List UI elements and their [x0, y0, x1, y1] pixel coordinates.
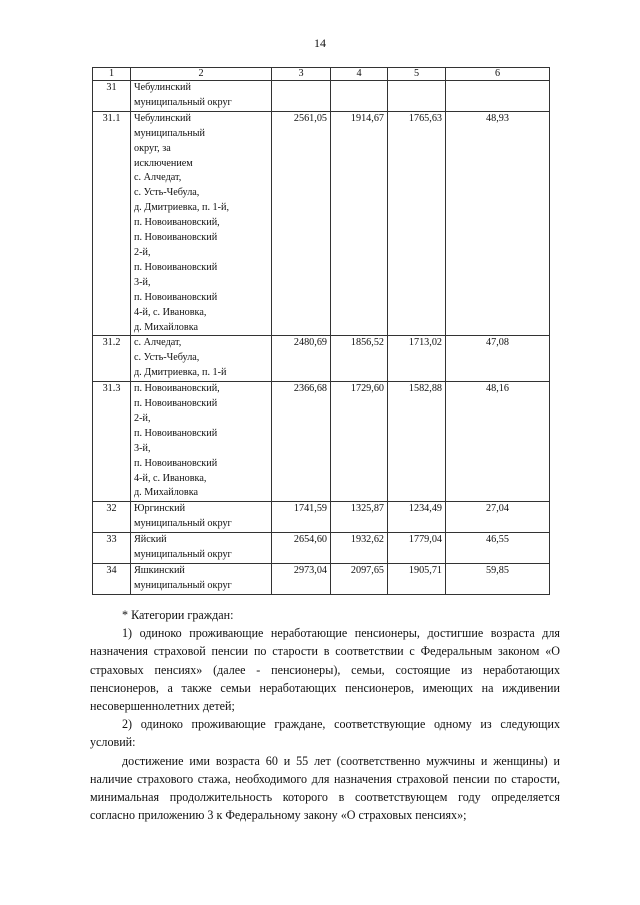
table-row [93, 533, 550, 564]
table-cell-v3: 1741,59 [272, 502, 331, 533]
table-cell-v6: 48,16 [446, 382, 550, 502]
categories-notes [90, 606, 560, 824]
table-cell-v4: 1914,67 [331, 111, 388, 336]
table-cell-v5: 1779,04 [388, 533, 446, 564]
header-cell: 5 [388, 68, 446, 81]
table-cell-v3: 2561,05 [272, 111, 331, 336]
table-cell-num: 33 [93, 533, 131, 564]
table-cell-v4 [331, 81, 388, 112]
page-number: 14 [314, 36, 326, 50]
table-cell-v5: 1582,88 [388, 382, 446, 502]
header-cell: 1 [93, 68, 131, 81]
table-cell-v5: 1905,71 [388, 564, 446, 595]
table-cell-num: 32 [93, 502, 131, 533]
table-cell-v6: 47,08 [446, 336, 550, 382]
header-cell: 6 [446, 68, 550, 81]
table-cell-v3: 2480,69 [272, 336, 331, 382]
table-cell-v4: 1856,52 [331, 336, 388, 382]
table-cell-v3: 2654,60 [272, 533, 331, 564]
table-cell-v6: 46,55 [446, 533, 550, 564]
table-cell-name: Чебулинский муниципальный округ, за исключением с. Алчедат, с. Усть-Чебула, д. Дмитриевка, п. 1-й, п. Новоивановский, п. Новоивановский 2-й, п. Новоивановский 3-й, п. Новоивановский 4-й, с. Ивановка, д. Михайловка [131, 111, 272, 336]
category-item-2-text: достижение ими возраста 60 и 55 лет (соответственно мужчины и женщины) и наличие страхового стажа, необходимого для назначения страховой пенсии по старости, минимальная продолжительность которого в соответствующем году определяется согласно приложению 3 к Федеральному закону «О страховых пенсиях»; [90, 753, 560, 823]
table-cell-v4: 1932,62 [331, 533, 388, 564]
table-cell-v3: 2973,04 [272, 564, 331, 595]
category-item-2: 2) одиноко проживающие граждане, соответствующие одному из следующих условий: [90, 717, 560, 750]
table-cell-num: 31.1 [93, 111, 131, 336]
category-item-1: 1) одиноко проживающие неработающие пенсионеры, достигшие возраста для назначения страховой пенсии по старости в соответствии с Федеральным законом «О страховых пенсиях» (далее - пенсионеры), семьи, состоящие из неработающих пенсионеров, а также семьи неработающих пенсионеров, имеющих на иждивении несовершеннолетних детей; [90, 626, 560, 714]
table-cell-name: Чебулинский муниципальный округ [131, 81, 272, 112]
table-cell-v3: 2366,68 [272, 382, 331, 502]
tariff-table [92, 67, 550, 595]
table-cell-name: п. Новоивановский, п. Новоивановский 2-й, п. Новоивановский 3-й, п. Новоивановский 4-й, с. Ивановка, д. Михайловка [131, 382, 272, 502]
notes-heading: * Категории граждан: [122, 608, 234, 622]
table-cell-num: 31.2 [93, 336, 131, 382]
table-cell-name: Яйский муниципальный округ [131, 533, 272, 564]
header-cell: 4 [331, 68, 388, 81]
table-cell-v4: 1729,60 [331, 382, 388, 502]
table-cell-num: 34 [93, 564, 131, 595]
header-cell: 3 [272, 68, 331, 81]
table-row [93, 502, 550, 533]
table-cell-name: Яшкинский муниципальный округ [131, 564, 272, 595]
table-row [93, 81, 550, 112]
table-row [93, 564, 550, 595]
table-cell-v6: 27,04 [446, 502, 550, 533]
table-cell-name: Юргинский муниципальный округ [131, 502, 272, 533]
table-cell-v4: 2097,65 [331, 564, 388, 595]
table-cell-v4: 1325,87 [331, 502, 388, 533]
table-row [93, 111, 550, 336]
table-cell-v5: 1234,49 [388, 502, 446, 533]
table-cell-name: с. Алчедат, с. Усть-Чебула, д. Дмитриевка, п. 1-й [131, 336, 272, 382]
table-header-row [93, 68, 550, 81]
table-cell-v5: 1765,63 [388, 111, 446, 336]
table-cell-v6: 59,85 [446, 564, 550, 595]
table-cell-v3 [272, 81, 331, 112]
table-cell-num: 31.3 [93, 382, 131, 502]
table-row [93, 336, 550, 382]
table-cell-v5 [388, 81, 446, 112]
header-cell: 2 [131, 68, 272, 81]
table-row [93, 382, 550, 502]
table-cell-v5: 1713,02 [388, 336, 446, 382]
table-cell-num: 31 [93, 81, 131, 112]
table-cell-v6 [446, 81, 550, 112]
table-cell-v6: 48,93 [446, 111, 550, 336]
